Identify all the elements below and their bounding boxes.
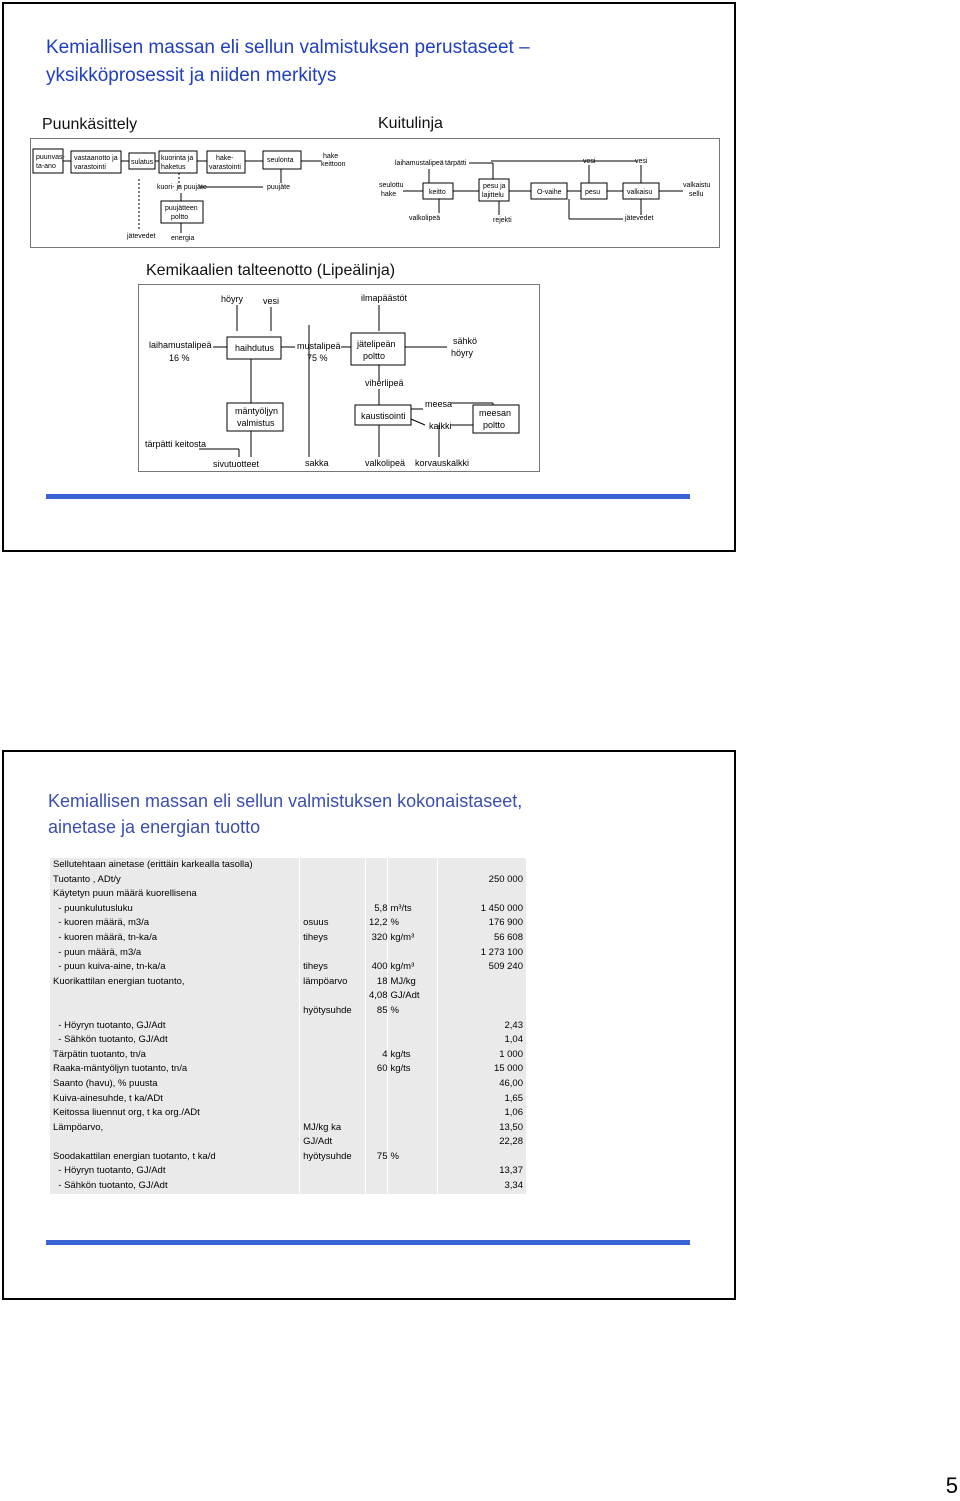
- title-line-2: yksikköprosessit ja niiden merkitys: [46, 65, 337, 86]
- slide-title: [46, 34, 530, 90]
- chemical-recovery-diagram: [138, 284, 540, 472]
- table-row: [50, 975, 527, 990]
- txt-poltto2: poltto: [483, 420, 506, 430]
- row-value: 22,28: [438, 1135, 527, 1150]
- row-number: 4: [365, 1048, 388, 1063]
- table-row: [50, 1048, 527, 1063]
- txt-seulonta: seulonta: [267, 157, 294, 164]
- row-label: Kuiva-ainesuhde, t ka/ADt: [50, 1092, 300, 1107]
- row-number: [365, 887, 388, 902]
- slide-footer-rule: [46, 1240, 690, 1245]
- txt-rejekti: rejekti: [493, 217, 512, 224]
- wood-and-fibre-diagram: [30, 138, 720, 248]
- row-unit: [388, 1135, 438, 1150]
- txt-hoyry2: höyry: [451, 348, 474, 358]
- row-value: 46,00: [438, 1077, 527, 1092]
- txt-l-valkolipea: valkolipeä: [365, 458, 406, 468]
- txt-poltto: poltto: [171, 214, 189, 221]
- row-param: [300, 1164, 366, 1179]
- row-number: 75: [365, 1150, 388, 1165]
- row-unit: [388, 1019, 438, 1034]
- row-label: Tärpätin tuotanto, tn/a: [50, 1048, 300, 1063]
- row-label: Keitossa liuennut org, t ka org./ADt: [50, 1106, 300, 1121]
- row-value: [438, 989, 527, 1004]
- row-label: Sellutehtaan ainetase (erittäin karkealla tasolla): [50, 858, 300, 873]
- row-param: lämpöarvo: [300, 975, 366, 990]
- row-unit: kg/ts: [388, 1048, 438, 1063]
- row-unit: [388, 858, 438, 873]
- row-param: [300, 946, 366, 961]
- row-value: [438, 858, 527, 873]
- txt-valkaistu: valkaistu: [683, 182, 711, 189]
- row-label: Käytetyn puun määrä kuorellisena: [50, 887, 300, 902]
- row-param: MJ/kg ka: [300, 1121, 366, 1136]
- table-row: [50, 946, 527, 961]
- table-row: [50, 1121, 527, 1136]
- txt-lajittelu: lajittelu: [482, 192, 504, 199]
- row-label: - puunkulutusluku: [50, 902, 300, 917]
- txt-ilmapaastot: ilmapäästöt: [361, 293, 408, 303]
- table-row: [50, 989, 527, 1004]
- txt-pesu-ja: pesu ja: [483, 183, 506, 190]
- row-param: [300, 1179, 366, 1194]
- row-label: [50, 989, 300, 1004]
- row-number: 400: [365, 960, 388, 975]
- row-param: [300, 1033, 366, 1048]
- txt-puujatteen: puujätteen: [165, 205, 198, 212]
- balance-table: [50, 858, 527, 1194]
- txt-p16: 16 %: [169, 353, 190, 363]
- txt-varastointi: varastointi: [74, 164, 106, 171]
- row-unit: kg/m³: [388, 960, 438, 975]
- txt-jatevedet: jätevedet: [127, 233, 156, 240]
- txt-sakka: sakka: [305, 458, 329, 468]
- txt-mantyoljyn: mäntyöljyn: [235, 406, 279, 416]
- row-value: 13,50: [438, 1121, 527, 1136]
- table-row: [50, 1062, 527, 1077]
- row-number: 85: [365, 1004, 388, 1019]
- row-value: 1 000: [438, 1048, 527, 1063]
- txt-p75: 75 %: [307, 353, 328, 363]
- txt-vastaanotto: vastaanotto ja: [74, 155, 118, 162]
- table-row: [50, 1092, 527, 1107]
- txt-meesa: meesa: [425, 399, 453, 409]
- row-value: [438, 1150, 527, 1165]
- row-label: - Sähkön tuotanto, GJ/Adt: [50, 1179, 300, 1194]
- row-label: - Sähkön tuotanto, GJ/Adt: [50, 1033, 300, 1048]
- section-puunkasittely: Puunkäsittely: [42, 116, 138, 133]
- row-label: Saanto (havu), % puusta: [50, 1077, 300, 1092]
- row-label: Kuorikattilan energian tuotanto,: [50, 975, 300, 990]
- row-value: 1,06: [438, 1106, 527, 1121]
- txt-haihdutus: haihdutus: [235, 343, 275, 353]
- row-number: [365, 1179, 388, 1194]
- row-number: 320: [365, 931, 388, 946]
- row-value: 56 608: [438, 931, 527, 946]
- row-label: - Höyryn tuotanto, GJ/Adt: [50, 1164, 300, 1179]
- table-row: [50, 916, 527, 931]
- txt-kuitu-jatevedet: jätevedet: [625, 215, 654, 222]
- row-value: 509 240: [438, 960, 527, 975]
- row-value: [438, 1004, 527, 1019]
- row-param: [300, 1019, 366, 1034]
- txt-puujate: puujäte: [267, 184, 290, 191]
- table-row: [50, 902, 527, 917]
- row-label: - puun määrä, m3/a: [50, 946, 300, 961]
- row-number: 5,8: [365, 902, 388, 917]
- txt-hake-out: hake: [323, 153, 339, 160]
- row-param: hyötysuhde: [300, 1004, 366, 1019]
- row-param: [300, 873, 366, 888]
- title-line-2: ainetase ja energian tuotto: [48, 817, 261, 837]
- txt-pesu: pesu: [585, 189, 601, 196]
- row-unit: %: [388, 1150, 438, 1165]
- row-number: [365, 1135, 388, 1150]
- row-param: osuus: [300, 916, 366, 931]
- txt-kuorinta: kuorinta ja: [161, 155, 194, 162]
- txt-hakevarastointi: varastointi: [209, 164, 241, 171]
- txt-tarpatti: tärpätti: [445, 160, 467, 167]
- row-number: [365, 1121, 388, 1136]
- row-label: Raaka-mäntyöljyn tuotanto, tn/a: [50, 1062, 300, 1077]
- row-param: [300, 902, 366, 917]
- table-row: [50, 960, 527, 975]
- row-value: 1,65: [438, 1092, 527, 1107]
- row-unit: MJ/kg: [388, 975, 438, 990]
- txt-valkaisu: valkaisu: [627, 189, 653, 196]
- row-label: Soodakattilan energian tuotanto, t ka/d: [50, 1150, 300, 1165]
- row-param: GJ/Adt: [300, 1135, 366, 1150]
- txt-kaustisointi: kaustisointi: [361, 411, 406, 421]
- txt-mustalipea: mustalipeä: [297, 341, 341, 351]
- txt-ovaihe: O-vaihe: [537, 189, 562, 196]
- slide-title: [48, 788, 522, 840]
- row-unit: [388, 1092, 438, 1107]
- txt-sahko: sähkö: [453, 336, 478, 346]
- table-row: [50, 1106, 527, 1121]
- txt-sellu: sellu: [689, 191, 704, 198]
- row-unit: GJ/Adt: [388, 989, 438, 1004]
- row-number: [365, 1092, 388, 1107]
- txt-keitto: keitto: [429, 189, 446, 196]
- txt-taano: ta-ano: [36, 163, 56, 170]
- row-label: - puun kuiva-aine, tn-ka/a: [50, 960, 300, 975]
- table-row: [50, 1077, 527, 1092]
- row-value: 1 450 000: [438, 902, 527, 917]
- row-unit: kg/m³: [388, 931, 438, 946]
- row-unit: [388, 1164, 438, 1179]
- txt-keittoon: keittoon: [321, 161, 346, 168]
- row-number: [365, 858, 388, 873]
- row-param: [300, 1092, 366, 1107]
- txt-laihamustalipea: laihamustalipeä: [395, 160, 444, 167]
- row-param: [300, 989, 366, 1004]
- page-number: 5: [945, 1473, 958, 1498]
- row-number: [365, 1106, 388, 1121]
- row-number: 4,08: [365, 989, 388, 1004]
- txt-seulottu: seulottu: [379, 182, 404, 189]
- txt-puunvas: puunvas-: [36, 154, 65, 161]
- section-kuitulinja: Kuitulinja: [378, 115, 443, 132]
- row-param: tiheys: [300, 960, 366, 975]
- row-value: 2,43: [438, 1019, 527, 1034]
- table-row: [50, 887, 527, 902]
- row-param: [300, 1062, 366, 1077]
- row-unit: %: [388, 916, 438, 931]
- table-row: [50, 931, 527, 946]
- table-row: [50, 1135, 527, 1150]
- row-number: [365, 1033, 388, 1048]
- row-unit: m³/ts: [388, 902, 438, 917]
- txt-jatelipean: jätelipeän: [357, 339, 396, 349]
- table-row: [50, 1164, 527, 1179]
- row-value: 1 273 100: [438, 946, 527, 961]
- txt-l-laihamustalipea: laihamustalipeä: [149, 340, 212, 350]
- txt-hoyry: höyry: [221, 294, 244, 304]
- row-param: hyötysuhde: [300, 1150, 366, 1165]
- row-unit: [388, 1179, 438, 1194]
- row-param: [300, 1106, 366, 1121]
- row-param: tiheys: [300, 931, 366, 946]
- row-param: [300, 858, 366, 873]
- row-unit: [388, 1106, 438, 1121]
- txt-sivutuotteet: sivutuotteet: [213, 459, 260, 469]
- row-label: - kuoren määrä, tn-ka/a: [50, 931, 300, 946]
- row-unit: [388, 1077, 438, 1092]
- slide-footer-rule: [46, 494, 690, 499]
- row-value: 250 000: [438, 873, 527, 888]
- txt-vesi: vesi: [263, 296, 280, 306]
- row-value: 13,37: [438, 1164, 527, 1179]
- row-value: [438, 887, 527, 902]
- row-label: [50, 1004, 300, 1019]
- table-row: [50, 1179, 527, 1194]
- row-value: 1,04: [438, 1033, 527, 1048]
- txt-sulatus: sulatus: [131, 159, 154, 166]
- table-row: [50, 873, 527, 888]
- row-label: Tuotanto , ADt/y: [50, 873, 300, 888]
- txt-hake-k: hake: [381, 191, 397, 198]
- txt-kalkki: kalkki: [429, 421, 452, 431]
- txt-valmistus: valmistus: [237, 418, 275, 428]
- table-row: [50, 1033, 527, 1048]
- row-label: - kuoren määrä, m3/a: [50, 916, 300, 931]
- txt-vesi2: vesi: [635, 158, 648, 165]
- row-param: [300, 887, 366, 902]
- txt-valkolipea: valkolipeä: [409, 215, 441, 222]
- section-kemikaalien: Kemikaalien talteenotto (Lipeälinja): [146, 262, 396, 279]
- row-label: - Höyryn tuotanto, GJ/Adt: [50, 1019, 300, 1034]
- row-label: Lämpöarvo,: [50, 1121, 300, 1136]
- row-param: [300, 1048, 366, 1063]
- row-value: [438, 975, 527, 990]
- table-row: [50, 858, 527, 873]
- row-value: 176 900: [438, 916, 527, 931]
- row-number: [365, 946, 388, 961]
- row-number: [365, 873, 388, 888]
- row-number: 12,2: [365, 916, 388, 931]
- row-value: 15 000: [438, 1062, 527, 1077]
- row-unit: [388, 946, 438, 961]
- row-unit: kg/ts: [388, 1062, 438, 1077]
- slide-total-balances: [2, 750, 736, 1300]
- title-line-1: Kemiallisen massan eli sellun valmistuksen perustaseet –: [46, 37, 530, 58]
- txt-meesan: meesan: [479, 408, 512, 418]
- txt-hake: hake-: [216, 155, 234, 162]
- row-number: 60: [365, 1062, 388, 1077]
- row-number: [365, 1164, 388, 1179]
- row-unit: [388, 887, 438, 902]
- row-unit: [388, 1033, 438, 1048]
- slide-unit-processes: [2, 2, 736, 552]
- txt-vesi1: vesi: [583, 158, 596, 165]
- txt-tarpatti-keitosta: tärpätti keitosta: [145, 439, 207, 449]
- row-number: 18: [365, 975, 388, 990]
- txt-viherlipea: viherlipeä: [365, 378, 404, 388]
- title-line-1: Kemiallisen massan eli sellun valmistuksen kokonaistaseet,: [48, 791, 523, 811]
- txt-energia: energia: [171, 235, 195, 242]
- row-unit: %: [388, 1004, 438, 1019]
- row-label: [50, 1135, 300, 1150]
- row-number: [365, 1077, 388, 1092]
- row-param: [300, 1077, 366, 1092]
- txt-l-poltto: poltto: [363, 351, 386, 361]
- row-unit: [388, 873, 438, 888]
- row-number: [365, 1019, 388, 1034]
- table-row: [50, 1150, 527, 1165]
- table-row: [50, 1004, 527, 1019]
- row-value: 3,34: [438, 1179, 527, 1194]
- txt-haketus: haketus: [161, 164, 186, 171]
- txt-kuori-puujate: kuori- ja puujäte: [157, 184, 207, 191]
- table-row: [50, 1019, 527, 1034]
- txt-korvauskalkki: korvauskalkki: [415, 458, 470, 468]
- row-unit: [388, 1121, 438, 1136]
